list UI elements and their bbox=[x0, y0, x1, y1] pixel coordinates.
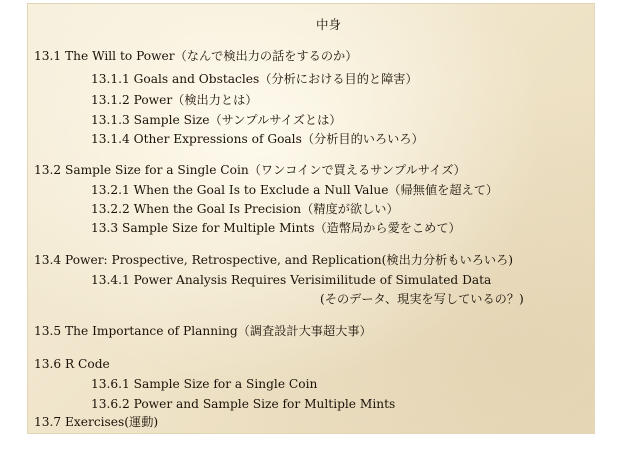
toc-subentry: 13.1.4 Other Expressions of Goals（分析目的いろいろ） bbox=[91, 132, 424, 146]
toc-subentry: 13.1.3 Sample Size（サンプルサイズとは） bbox=[91, 113, 342, 127]
toc-entry: 13.5 The Importance of Planning（調査設計大事超大事） bbox=[34, 324, 372, 338]
toc-entry: 13.6 R Code bbox=[34, 357, 110, 371]
toc-subentry: 13.3 Sample Size for Multiple Mints（造幣局から愛をこめて） bbox=[91, 221, 461, 235]
toc-entry: 13.2 Sample Size for a Single Coin（ワンコインで買えるサンプルサイズ） bbox=[34, 163, 466, 177]
toc-subentry-continuation: (そのデータ、現実を写しているの？) bbox=[320, 292, 524, 306]
toc-subentry: 13.6.1 Sample Size for a Single Coin bbox=[91, 377, 318, 391]
slide-title: 中身 bbox=[316, 17, 342, 32]
toc-entry: 13.1 The Will to Power（なんで検出力の話をするのか） bbox=[34, 49, 358, 63]
slide bbox=[28, 4, 594, 433]
toc-subentry: 13.2.1 When the Goal Is to Exclude a Null Value（帰無値を超えて） bbox=[91, 183, 499, 197]
toc-subentry: 13.4.1 Power Analysis Requires Verisimilitude of Simulated Data bbox=[91, 273, 492, 287]
toc-entry: 13.7 Exercises(運動) bbox=[34, 415, 159, 429]
toc-subentry: 13.1.2 Power（検出力とは） bbox=[91, 93, 258, 107]
toc-subentry: 13.1.1 Goals and Obstacles（分析における目的と障害） bbox=[91, 72, 418, 86]
toc-entry: 13.4 Power: Prospective, Retrospective, and Replication(検出力分析もいろいろ) bbox=[34, 253, 514, 267]
toc-subentry: 13.6.2 Power and Sample Size for Multiple Mints bbox=[91, 397, 396, 411]
toc-subentry: 13.2.2 When the Goal Is Precision（精度が欲しい） bbox=[91, 202, 399, 216]
